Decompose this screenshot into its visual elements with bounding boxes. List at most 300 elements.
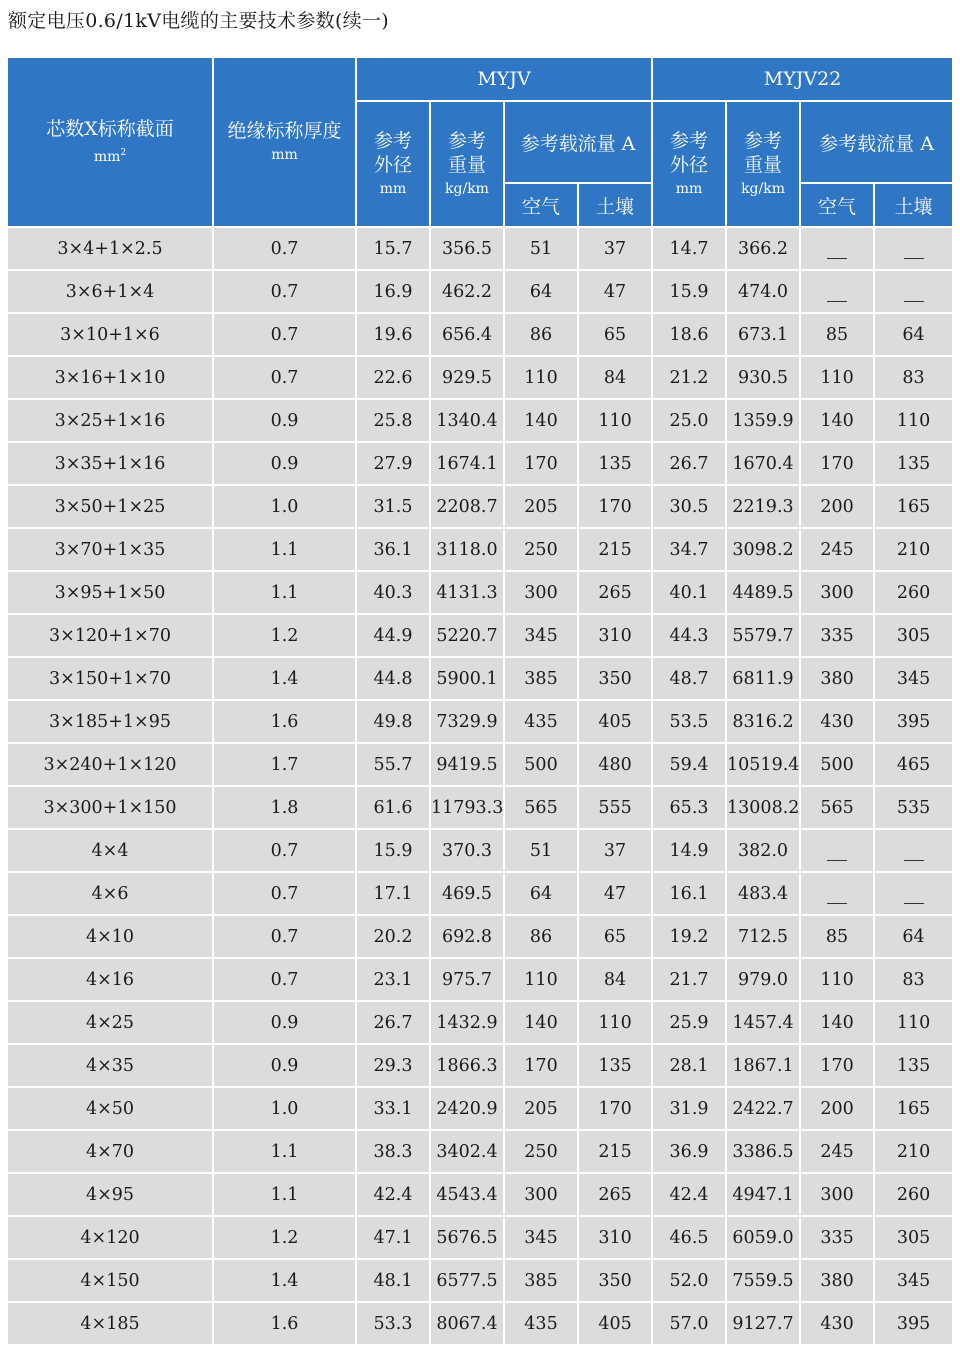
table-row: [8, 873, 952, 916]
cell-myjv-weight: 5220.7: [431, 615, 505, 658]
header-insulation-thickness: 绝缘标称厚度 mm: [214, 58, 357, 228]
cell-myjv-air: 300: [505, 572, 579, 615]
cell-myjv22-weight: 1457.4: [727, 1002, 801, 1045]
cell-myjv-soil: 37: [579, 830, 653, 873]
cell-myjv-soil: 170: [579, 1088, 653, 1131]
cell-insulation-thickness: 1.4: [214, 658, 357, 701]
cell-myjv22-air: 380: [801, 1260, 875, 1303]
cell-myjv-outer-diameter: 61.6: [357, 787, 431, 830]
empty-value-dash: [904, 258, 924, 259]
table-row: [8, 744, 952, 787]
cell-myjv22-outer-diameter: 48.7: [653, 658, 727, 701]
table-row: [8, 1174, 952, 1217]
cell-myjv22-outer-diameter: 16.1: [653, 873, 727, 916]
cell-core-section: 3×300+1×150: [8, 787, 214, 830]
cell-myjv-soil: 265: [579, 1174, 653, 1217]
header-soil-2: 土壤: [875, 184, 952, 228]
cell-myjv22-weight: 4489.5: [727, 572, 801, 615]
table-row: [8, 1217, 952, 1260]
table-row: [8, 1002, 952, 1045]
cell-myjv-weight: 462.2: [431, 271, 505, 314]
table-row: [8, 572, 952, 615]
cell-insulation-thickness: 1.2: [214, 1217, 357, 1260]
cell-myjv22-weight: 5579.7: [727, 615, 801, 658]
cell-insulation-thickness: 1.0: [214, 486, 357, 529]
cell-myjv22-air: 85: [801, 916, 875, 959]
cell-myjv22-soil: [875, 228, 952, 271]
cell-insulation-thickness: 1.1: [214, 529, 357, 572]
cell-myjv22-outer-diameter: 26.7: [653, 443, 727, 486]
cell-insulation-thickness: 1.4: [214, 1260, 357, 1303]
cell-myjv22-weight: 4947.1: [727, 1174, 801, 1217]
cell-insulation-thickness: 1.0: [214, 1088, 357, 1131]
cell-myjv-air: 51: [505, 830, 579, 873]
cell-insulation-thickness: 1.1: [214, 1174, 357, 1217]
cell-myjv22-air: 140: [801, 1002, 875, 1045]
cell-myjv-weight: 2208.7: [431, 486, 505, 529]
cell-myjv22-outer-diameter: 18.6: [653, 314, 727, 357]
cell-myjv22-soil: 305: [875, 615, 952, 658]
cell-myjv22-air: 300: [801, 1174, 875, 1217]
table-row: [8, 1131, 952, 1174]
page-title: 额定电压0.6/1kV电缆的主要技术参数(续一): [8, 10, 389, 32]
table-row: [8, 916, 952, 959]
table-body: [8, 228, 952, 1346]
cell-myjv-air: 205: [505, 486, 579, 529]
cell-myjv22-soil: 345: [875, 658, 952, 701]
cell-myjv-weight: 3402.4: [431, 1131, 505, 1174]
cell-myjv22-outer-diameter: 53.5: [653, 701, 727, 744]
cell-myjv22-air: 170: [801, 443, 875, 486]
cell-core-section: 4×70: [8, 1131, 214, 1174]
cell-core-section: 3×150+1×70: [8, 658, 214, 701]
cell-myjv-outer-diameter: 15.9: [357, 830, 431, 873]
cell-myjv22-air: 200: [801, 1088, 875, 1131]
cell-myjv22-soil: 83: [875, 959, 952, 1002]
cell-myjv22-outer-diameter: 21.7: [653, 959, 727, 1002]
cell-core-section: 3×25+1×16: [8, 400, 214, 443]
cell-myjv22-soil: 210: [875, 529, 952, 572]
cell-myjv-weight: 6577.5: [431, 1260, 505, 1303]
cell-myjv22-weight: 483.4: [727, 873, 801, 916]
cell-myjv-soil: 47: [579, 271, 653, 314]
cell-myjv22-air: 200: [801, 486, 875, 529]
cell-myjv22-outer-diameter: 52.0: [653, 1260, 727, 1303]
cell-myjv-outer-diameter: 36.1: [357, 529, 431, 572]
cell-myjv22-weight: 9127.7: [727, 1303, 801, 1346]
cell-myjv-air: 110: [505, 357, 579, 400]
cell-myjv-weight: 1340.4: [431, 400, 505, 443]
cell-core-section: 4×185: [8, 1303, 214, 1346]
cell-myjv22-soil: 345: [875, 1260, 952, 1303]
cell-myjv-weight: 692.8: [431, 916, 505, 959]
empty-value-dash: [904, 860, 924, 861]
empty-value-dash: [904, 301, 924, 302]
cell-myjv-weight: 656.4: [431, 314, 505, 357]
cell-myjv-weight: 4543.4: [431, 1174, 505, 1217]
table-row: [8, 529, 952, 572]
cell-myjv-soil: 555: [579, 787, 653, 830]
cell-myjv-air: 110: [505, 959, 579, 1002]
cell-myjv22-air: 140: [801, 400, 875, 443]
table-row: [8, 271, 952, 314]
cell-myjv-air: 51: [505, 228, 579, 271]
cell-myjv-outer-diameter: 17.1: [357, 873, 431, 916]
header-weight: 参考重量 kg/km: [431, 102, 505, 228]
cell-myjv-outer-diameter: 48.1: [357, 1260, 431, 1303]
cell-myjv-air: 205: [505, 1088, 579, 1131]
cell-myjv-outer-diameter: 40.3: [357, 572, 431, 615]
cell-core-section: 4×95: [8, 1174, 214, 1217]
cell-myjv22-soil: 83: [875, 357, 952, 400]
cell-myjv22-weight: 366.2: [727, 228, 801, 271]
table-row: [8, 787, 952, 830]
cell-insulation-thickness: 0.9: [214, 1045, 357, 1088]
cell-myjv-weight: 3118.0: [431, 529, 505, 572]
cell-myjv22-outer-diameter: 36.9: [653, 1131, 727, 1174]
cell-myjv22-soil: 165: [875, 486, 952, 529]
cell-myjv22-weight: 8316.2: [727, 701, 801, 744]
cell-myjv22-air: 170: [801, 1045, 875, 1088]
cell-insulation-thickness: 1.7: [214, 744, 357, 787]
cell-myjv22-soil: 165: [875, 1088, 952, 1131]
cell-myjv-soil: 310: [579, 1217, 653, 1260]
cell-myjv-outer-diameter: 26.7: [357, 1002, 431, 1045]
cell-myjv-weight: 7329.9: [431, 701, 505, 744]
cell-core-section: 3×10+1×6: [8, 314, 214, 357]
table-row: [8, 1045, 952, 1088]
cell-myjv-outer-diameter: 29.3: [357, 1045, 431, 1088]
cell-myjv22-air: [801, 830, 875, 873]
cell-myjv-soil: 135: [579, 443, 653, 486]
cell-myjv22-soil: 135: [875, 1045, 952, 1088]
cell-core-section: 3×240+1×120: [8, 744, 214, 787]
cell-myjv22-soil: 64: [875, 916, 952, 959]
cell-myjv22-soil: [875, 873, 952, 916]
cell-myjv22-outer-diameter: 15.9: [653, 271, 727, 314]
empty-value-dash: [904, 903, 924, 904]
empty-value-dash: [827, 301, 847, 302]
table-row: [8, 1303, 952, 1346]
cell-myjv22-outer-diameter: 40.1: [653, 572, 727, 615]
cell-myjv-outer-diameter: 19.6: [357, 314, 431, 357]
cell-myjv-soil: 310: [579, 615, 653, 658]
table-row: [8, 701, 952, 744]
cell-myjv-weight: 8067.4: [431, 1303, 505, 1346]
cell-core-section: 3×35+1×16: [8, 443, 214, 486]
cell-myjv22-air: 500: [801, 744, 875, 787]
cell-myjv22-outer-diameter: 31.9: [653, 1088, 727, 1131]
cell-myjv-weight: 1674.1: [431, 443, 505, 486]
cell-myjv-soil: 84: [579, 959, 653, 1002]
cell-myjv-outer-diameter: 25.8: [357, 400, 431, 443]
cell-myjv-outer-diameter: 49.8: [357, 701, 431, 744]
cell-myjv-weight: 2420.9: [431, 1088, 505, 1131]
cell-myjv22-weight: 979.0: [727, 959, 801, 1002]
cell-myjv-air: 64: [505, 271, 579, 314]
cell-myjv-soil: 350: [579, 658, 653, 701]
cell-myjv-outer-diameter: 23.1: [357, 959, 431, 1002]
cell-myjv-air: 86: [505, 916, 579, 959]
header-soil: 土壤: [579, 184, 653, 228]
cell-myjv-air: 86: [505, 314, 579, 357]
cell-insulation-thickness: 0.7: [214, 873, 357, 916]
cell-myjv22-outer-diameter: 42.4: [653, 1174, 727, 1217]
cell-myjv22-soil: 135: [875, 443, 952, 486]
cell-insulation-thickness: 0.7: [214, 314, 357, 357]
cell-myjv22-air: 430: [801, 1303, 875, 1346]
cell-myjv22-soil: 395: [875, 1303, 952, 1346]
header-series-myjv22: MYJV22: [653, 58, 952, 102]
cell-core-section: 3×120+1×70: [8, 615, 214, 658]
cell-myjv22-weight: 1670.4: [727, 443, 801, 486]
cell-myjv-air: 345: [505, 615, 579, 658]
cell-core-section: 3×16+1×10: [8, 357, 214, 400]
cell-myjv22-weight: 474.0: [727, 271, 801, 314]
header-air: 空气: [505, 184, 579, 228]
cell-myjv-air: 565: [505, 787, 579, 830]
cell-myjv22-soil: 210: [875, 1131, 952, 1174]
cell-core-section: 4×16: [8, 959, 214, 1002]
cell-myjv-weight: 469.5: [431, 873, 505, 916]
cell-myjv22-weight: 13008.2: [727, 787, 801, 830]
cell-myjv-air: 300: [505, 1174, 579, 1217]
table-row: [8, 486, 952, 529]
cell-insulation-thickness: 1.6: [214, 1303, 357, 1346]
table-row: [8, 400, 952, 443]
cell-myjv-outer-diameter: 16.9: [357, 271, 431, 314]
cell-myjv22-weight: 2219.3: [727, 486, 801, 529]
table-row: [8, 228, 952, 271]
cell-myjv-air: 385: [505, 1260, 579, 1303]
cell-insulation-thickness: 1.8: [214, 787, 357, 830]
cell-myjv-soil: 84: [579, 357, 653, 400]
cell-insulation-thickness: 0.7: [214, 228, 357, 271]
cell-myjv22-weight: 1867.1: [727, 1045, 801, 1088]
cell-myjv22-weight: 3386.5: [727, 1131, 801, 1174]
cell-myjv22-soil: 305: [875, 1217, 952, 1260]
cell-myjv22-outer-diameter: 57.0: [653, 1303, 727, 1346]
cell-myjv22-weight: 3098.2: [727, 529, 801, 572]
cell-myjv-soil: 405: [579, 1303, 653, 1346]
cell-myjv-weight: 929.5: [431, 357, 505, 400]
cell-myjv22-air: [801, 228, 875, 271]
cell-myjv-air: 345: [505, 1217, 579, 1260]
cell-myjv-outer-diameter: 22.6: [357, 357, 431, 400]
cell-myjv-soil: 47: [579, 873, 653, 916]
cell-myjv-weight: 1866.3: [431, 1045, 505, 1088]
table-row: [8, 1088, 952, 1131]
table-row: [8, 658, 952, 701]
cell-myjv-soil: 265: [579, 572, 653, 615]
header-outer-diameter: 参考外径 mm: [357, 102, 431, 228]
cell-myjv22-outer-diameter: 34.7: [653, 529, 727, 572]
cell-insulation-thickness: 0.7: [214, 357, 357, 400]
cell-core-section: 4×10: [8, 916, 214, 959]
cell-myjv22-outer-diameter: 65.3: [653, 787, 727, 830]
cell-myjv22-outer-diameter: 25.0: [653, 400, 727, 443]
cell-myjv-soil: 65: [579, 314, 653, 357]
cell-myjv-soil: 37: [579, 228, 653, 271]
cell-myjv-air: 385: [505, 658, 579, 701]
cell-core-section: 4×50: [8, 1088, 214, 1131]
cell-myjv22-air: 335: [801, 615, 875, 658]
cell-myjv22-soil: 535: [875, 787, 952, 830]
cell-myjv-outer-diameter: 38.3: [357, 1131, 431, 1174]
cell-myjv22-soil: 260: [875, 1174, 952, 1217]
cell-myjv-weight: 356.5: [431, 228, 505, 271]
cell-myjv22-air: 300: [801, 572, 875, 615]
cell-myjv-air: 140: [505, 400, 579, 443]
cell-myjv22-soil: [875, 830, 952, 873]
cell-myjv-soil: 65: [579, 916, 653, 959]
cell-insulation-thickness: 0.9: [214, 443, 357, 486]
cell-myjv22-outer-diameter: 46.5: [653, 1217, 727, 1260]
cell-myjv-soil: 480: [579, 744, 653, 787]
cell-myjv22-soil: 260: [875, 572, 952, 615]
cell-myjv-outer-diameter: 55.7: [357, 744, 431, 787]
cell-myjv22-soil: 110: [875, 1002, 952, 1045]
cell-myjv-soil: 110: [579, 400, 653, 443]
header-weight-2: 参考重量 kg/km: [727, 102, 801, 228]
cell-myjv-weight: 4131.3: [431, 572, 505, 615]
cell-core-section: 4×150: [8, 1260, 214, 1303]
cell-myjv22-outer-diameter: 30.5: [653, 486, 727, 529]
cell-insulation-thickness: 0.7: [214, 830, 357, 873]
cell-myjv-outer-diameter: 31.5: [357, 486, 431, 529]
empty-value-dash: [827, 860, 847, 861]
cell-myjv-soil: 350: [579, 1260, 653, 1303]
cell-myjv22-air: 110: [801, 357, 875, 400]
table-row: [8, 959, 952, 1002]
cell-core-section: 4×4: [8, 830, 214, 873]
cell-core-section: 3×6+1×4: [8, 271, 214, 314]
cell-core-section: 4×6: [8, 873, 214, 916]
cell-myjv22-air: 85: [801, 314, 875, 357]
cell-myjv22-soil: 465: [875, 744, 952, 787]
cell-myjv22-air: 245: [801, 1131, 875, 1174]
cell-myjv-outer-diameter: 42.4: [357, 1174, 431, 1217]
cell-myjv-soil: 215: [579, 1131, 653, 1174]
cell-insulation-thickness: 0.7: [214, 959, 357, 1002]
cell-myjv22-weight: 930.5: [727, 357, 801, 400]
cell-myjv22-air: 110: [801, 959, 875, 1002]
header-outer-diameter-2: 参考外径 mm: [653, 102, 727, 228]
cell-myjv22-air: 565: [801, 787, 875, 830]
cell-myjv22-outer-diameter: 19.2: [653, 916, 727, 959]
cell-core-section: 3×95+1×50: [8, 572, 214, 615]
table-row: [8, 1260, 952, 1303]
cell-core-section: 3×185+1×95: [8, 701, 214, 744]
header-current-capacity: 参考载流量 A: [505, 102, 653, 184]
cell-insulation-thickness: 1.1: [214, 1131, 357, 1174]
cell-myjv-outer-diameter: 27.9: [357, 443, 431, 486]
cell-myjv22-weight: 712.5: [727, 916, 801, 959]
table-row: [8, 830, 952, 873]
cell-myjv-air: 250: [505, 1131, 579, 1174]
cell-myjv22-outer-diameter: 14.7: [653, 228, 727, 271]
cell-myjv22-soil: 395: [875, 701, 952, 744]
cell-core-section: 3×4+1×2.5: [8, 228, 214, 271]
cell-myjv-air: 435: [505, 701, 579, 744]
header-core-section: 芯数X标称截面 $mm^2$: [8, 58, 214, 228]
table-row: [8, 314, 952, 357]
cell-myjv-weight: 11793.3: [431, 787, 505, 830]
cell-core-section: 3×50+1×25: [8, 486, 214, 529]
cell-myjv-outer-diameter: 44.8: [357, 658, 431, 701]
table-row: [8, 443, 952, 486]
cell-myjv22-air: [801, 271, 875, 314]
cell-myjv-weight: 9419.5: [431, 744, 505, 787]
cell-myjv-soil: 215: [579, 529, 653, 572]
header-air-2: 空气: [801, 184, 875, 228]
cell-myjv-air: 64: [505, 873, 579, 916]
cell-myjv-weight: 370.3: [431, 830, 505, 873]
cell-myjv-weight: 5676.5: [431, 1217, 505, 1260]
cell-insulation-thickness: 0.9: [214, 1002, 357, 1045]
cell-myjv-outer-diameter: 20.2: [357, 916, 431, 959]
cell-myjv-weight: 975.7: [431, 959, 505, 1002]
cell-myjv22-outer-diameter: 59.4: [653, 744, 727, 787]
cell-myjv-outer-diameter: 15.7: [357, 228, 431, 271]
cell-myjv22-outer-diameter: 21.2: [653, 357, 727, 400]
cell-myjv22-outer-diameter: 25.9: [653, 1002, 727, 1045]
cell-myjv-soil: 135: [579, 1045, 653, 1088]
cable-spec-table: [8, 58, 952, 1346]
cell-insulation-thickness: 1.6: [214, 701, 357, 744]
cell-myjv22-weight: 10519.4: [727, 744, 801, 787]
cell-myjv22-air: [801, 873, 875, 916]
cell-myjv22-soil: 110: [875, 400, 952, 443]
cell-myjv22-weight: 7559.5: [727, 1260, 801, 1303]
cell-myjv22-weight: 1359.9: [727, 400, 801, 443]
cell-myjv-air: 140: [505, 1002, 579, 1045]
cell-myjv-outer-diameter: 53.3: [357, 1303, 431, 1346]
cell-insulation-thickness: 1.1: [214, 572, 357, 615]
cell-insulation-thickness: 1.2: [214, 615, 357, 658]
cell-myjv22-weight: 6811.9: [727, 658, 801, 701]
cell-myjv-air: 250: [505, 529, 579, 572]
cell-myjv22-air: 335: [801, 1217, 875, 1260]
table-row: [8, 615, 952, 658]
cell-myjv-weight: 1432.9: [431, 1002, 505, 1045]
cell-myjv22-outer-diameter: 28.1: [653, 1045, 727, 1088]
cell-myjv-air: 170: [505, 1045, 579, 1088]
cell-myjv22-air: 430: [801, 701, 875, 744]
cell-myjv22-soil: [875, 271, 952, 314]
cell-insulation-thickness: 0.7: [214, 271, 357, 314]
cell-insulation-thickness: 0.7: [214, 916, 357, 959]
cell-myjv22-weight: 6059.0: [727, 1217, 801, 1260]
cell-myjv-outer-diameter: 33.1: [357, 1088, 431, 1131]
cell-myjv-outer-diameter: 47.1: [357, 1217, 431, 1260]
empty-value-dash: [827, 258, 847, 259]
cell-myjv-air: 170: [505, 443, 579, 486]
cell-myjv-air: 435: [505, 1303, 579, 1346]
cell-myjv-soil: 110: [579, 1002, 653, 1045]
cell-myjv22-weight: 382.0: [727, 830, 801, 873]
cell-core-section: 4×25: [8, 1002, 214, 1045]
cell-insulation-thickness: 0.9: [214, 400, 357, 443]
cell-myjv-soil: 405: [579, 701, 653, 744]
cell-myjv-outer-diameter: 44.9: [357, 615, 431, 658]
cell-myjv22-air: 245: [801, 529, 875, 572]
cell-core-section: 3×70+1×35: [8, 529, 214, 572]
cell-core-section: 4×120: [8, 1217, 214, 1260]
cell-myjv22-outer-diameter: 44.3: [653, 615, 727, 658]
cell-myjv-soil: 170: [579, 486, 653, 529]
cell-myjv-air: 500: [505, 744, 579, 787]
